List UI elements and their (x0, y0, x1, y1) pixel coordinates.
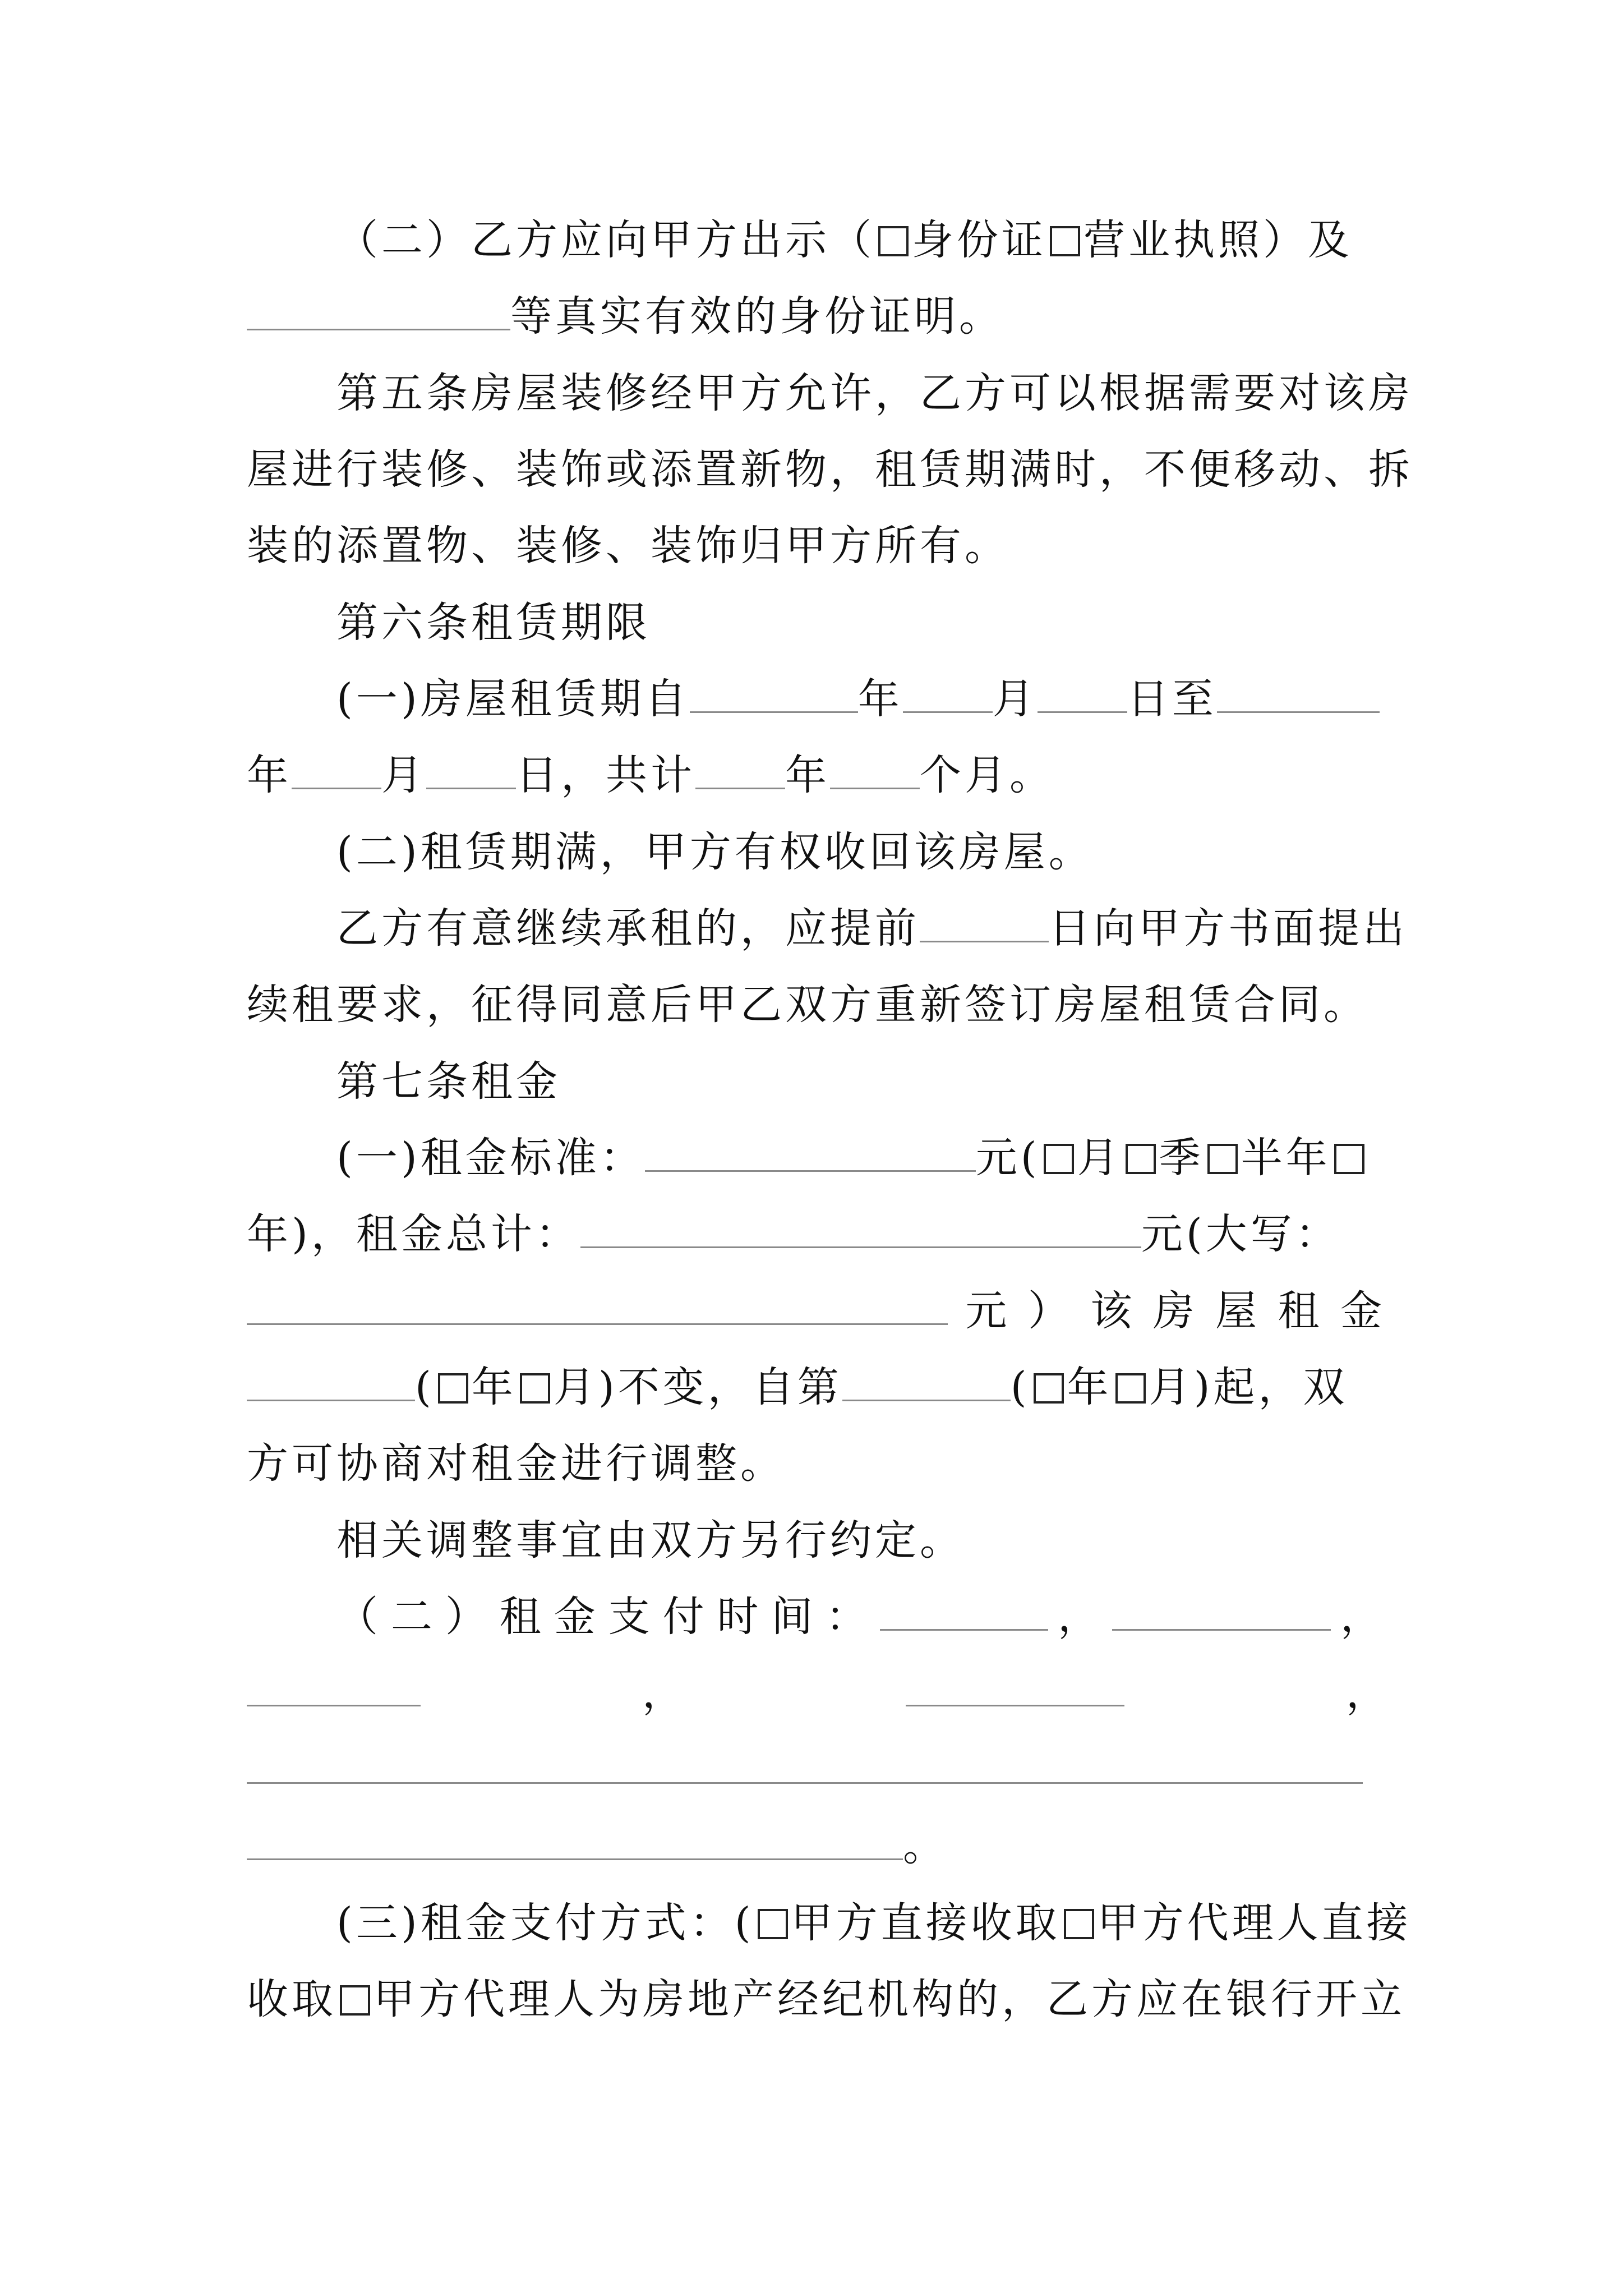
text: 收取 (247, 1975, 336, 2023)
adjust-month-checkbox[interactable] (1115, 1373, 1146, 1404)
text: 租 (499, 1593, 545, 1641)
text: 付 (662, 1593, 708, 1641)
text: 相关调整事宜由双方另行约定。 (336, 1516, 965, 1565)
text: 第五条房屋装修经甲方允许，乙方可以根据需要对该房 (336, 369, 1413, 417)
other-id-blank[interactable] (247, 292, 510, 330)
text: （ (336, 1593, 381, 1641)
fixed-period-blank[interactable] (247, 1363, 415, 1401)
text: 月 (992, 675, 1038, 723)
text: ， (1058, 1593, 1103, 1641)
article-5-line-1 (336, 368, 1413, 418)
text: (三)租金支付方式：( (336, 1899, 754, 1947)
broker-agency-checkbox[interactable] (340, 1985, 370, 2016)
text: 支 (608, 1593, 653, 1641)
text: 甲方直接收取 (791, 1899, 1061, 1947)
start-month-blank[interactable] (903, 674, 993, 713)
text: ： (826, 1593, 871, 1641)
clause-4-2-line-1 (336, 215, 1385, 265)
text: 二 (390, 1593, 436, 1641)
end-day-blank[interactable] (426, 751, 516, 789)
text: 第七条租金 (336, 1057, 561, 1106)
text: ） (1027, 1287, 1073, 1335)
rent-total-words-blank[interactable] (247, 1286, 948, 1325)
rent-standard-line-3 (247, 1286, 1385, 1336)
text: 该 (1090, 1287, 1136, 1335)
text: ， (642, 1669, 687, 1717)
quarterly-checkbox[interactable] (1126, 1144, 1156, 1174)
text: (一)租金标准： (336, 1134, 645, 1182)
lease-expiry-line (336, 827, 1385, 877)
text: 甲方代理人为房地产经纪机构的，乙方应在银行开立 (374, 1975, 1405, 2023)
payment-time-line-2 (247, 1668, 1391, 1718)
text: 第六条租赁期限 (336, 599, 651, 647)
lease-term-line-2 (247, 750, 1385, 800)
text: 日至 (1127, 675, 1217, 723)
text: 月)起，双 (1149, 1363, 1348, 1411)
payment-method-line-1 (336, 1898, 1412, 1948)
text: ） (445, 1593, 490, 1641)
text: 年 (471, 1363, 517, 1411)
text: 续租要求，征得同意后甲乙双方重新签订房屋租赁合同。 (247, 981, 1368, 1029)
text: 年 (857, 675, 903, 723)
text: ( (1010, 1363, 1030, 1411)
article-5-line-3 (247, 521, 1385, 571)
text: 身份证 (912, 216, 1046, 264)
text: 年 (247, 751, 292, 799)
rent-standard-line-5 (247, 1438, 1385, 1489)
text: 金 (1340, 1287, 1385, 1335)
text: 元( (975, 1134, 1040, 1182)
monthly-checkbox[interactable] (1044, 1144, 1074, 1174)
article-7-title (336, 1056, 1385, 1107)
start-day-blank[interactable] (1038, 674, 1127, 713)
payment-time-blank-2[interactable] (1112, 1592, 1331, 1631)
text: 方可协商对租金进行调整。 (247, 1439, 785, 1488)
payment-method-line-2 (247, 1974, 1405, 2024)
yearly-checkbox[interactable] (1334, 1144, 1364, 1174)
notice-days-blank[interactable] (920, 904, 1049, 942)
total-months-blank[interactable] (830, 751, 920, 789)
agent-direct-checkbox[interactable] (1064, 1909, 1094, 1939)
text: （二）乙方应向甲方出示（ (336, 216, 875, 264)
text: 日，共计 (516, 751, 695, 799)
rent-standard-line-2 (247, 1209, 1385, 1259)
end-month-blank[interactable] (292, 751, 381, 789)
payment-time-line-4 (247, 1821, 1385, 1871)
text: 。 (903, 1822, 948, 1870)
text: 乙方有意继续承租的，应提前 (336, 904, 920, 953)
text: 月 (381, 751, 426, 799)
end-year-blank[interactable] (1217, 674, 1380, 713)
total-years-blank[interactable] (695, 751, 785, 789)
rent-standard-line-4 (247, 1362, 1385, 1412)
payment-time-line-1 (336, 1591, 1385, 1642)
adjust-year-checkbox[interactable] (1034, 1373, 1064, 1404)
fixed-month-checkbox[interactable] (520, 1373, 550, 1404)
rent-adjust-note (336, 1515, 1385, 1566)
fixed-year-checkbox[interactable] (438, 1373, 468, 1404)
text: 半年 (1241, 1134, 1331, 1182)
text: (一)房屋租赁期自 (336, 675, 690, 723)
text: 日向甲方书面提出 (1049, 904, 1408, 953)
business-license-checkbox[interactable] (1050, 226, 1080, 256)
start-year-blank[interactable] (690, 674, 858, 713)
text: 屋进行装修、装饰或添置新物，租赁期满时，不便移动、拆 (247, 445, 1413, 494)
text: 装的添置物、装修、装饰归甲方所有。 (247, 522, 1009, 570)
half-year-checkbox[interactable] (1207, 1144, 1238, 1174)
text: ( (415, 1363, 435, 1411)
renewal-line-2 (247, 979, 1385, 1030)
text: 年 (785, 751, 830, 799)
text: 甲方代理人直接 (1097, 1899, 1412, 1947)
rent-standard-line-1 (336, 1133, 1385, 1183)
text: 间 (771, 1593, 817, 1641)
payment-time-blank-1[interactable] (880, 1592, 1048, 1631)
payment-time-line-3 (247, 1745, 1385, 1795)
payment-time-blank-3[interactable] (247, 1668, 421, 1706)
text: 月)不变，自第 (553, 1363, 842, 1411)
text: 季 (1159, 1134, 1204, 1182)
text: 等真实有效的身份证明。 (510, 292, 1004, 341)
text: 月 (1077, 1134, 1122, 1182)
text: (二)租赁期满，甲方有权收回该房屋。 (336, 828, 1094, 876)
text: 年)，租金总计： (247, 1210, 580, 1258)
lease-term-line-1 (336, 674, 1385, 724)
text: 屋 (1215, 1287, 1261, 1335)
renewal-line-1 (336, 903, 1408, 954)
text: 元(大写： (1141, 1210, 1340, 1258)
text: 营业执照）及 (1083, 216, 1353, 264)
payment-time-blank-4[interactable] (906, 1668, 1124, 1706)
landlord-direct-checkbox[interactable] (758, 1909, 788, 1939)
text: ， (1340, 1593, 1385, 1641)
article-6-title (336, 597, 1385, 648)
clause-4-2-line-2 (247, 291, 1385, 342)
payment-time-blank-6[interactable] (247, 1821, 903, 1860)
text: 金 (554, 1593, 599, 1641)
text: 租 (1278, 1287, 1323, 1335)
payment-time-blank-5[interactable] (247, 1745, 1363, 1784)
adjust-period-blank[interactable] (842, 1363, 1011, 1401)
article-5-line-2 (247, 444, 1413, 495)
id-card-checkbox[interactable] (878, 226, 909, 256)
text: 元 (965, 1287, 1011, 1335)
text: 房 (1152, 1287, 1198, 1335)
rent-total-blank[interactable] (580, 1209, 1141, 1248)
text: ， (1346, 1669, 1391, 1717)
text: 年 (1067, 1363, 1112, 1411)
rent-amount-blank[interactable] (645, 1133, 976, 1172)
text: 时 (717, 1593, 762, 1641)
text: 个月。 (920, 751, 1054, 799)
